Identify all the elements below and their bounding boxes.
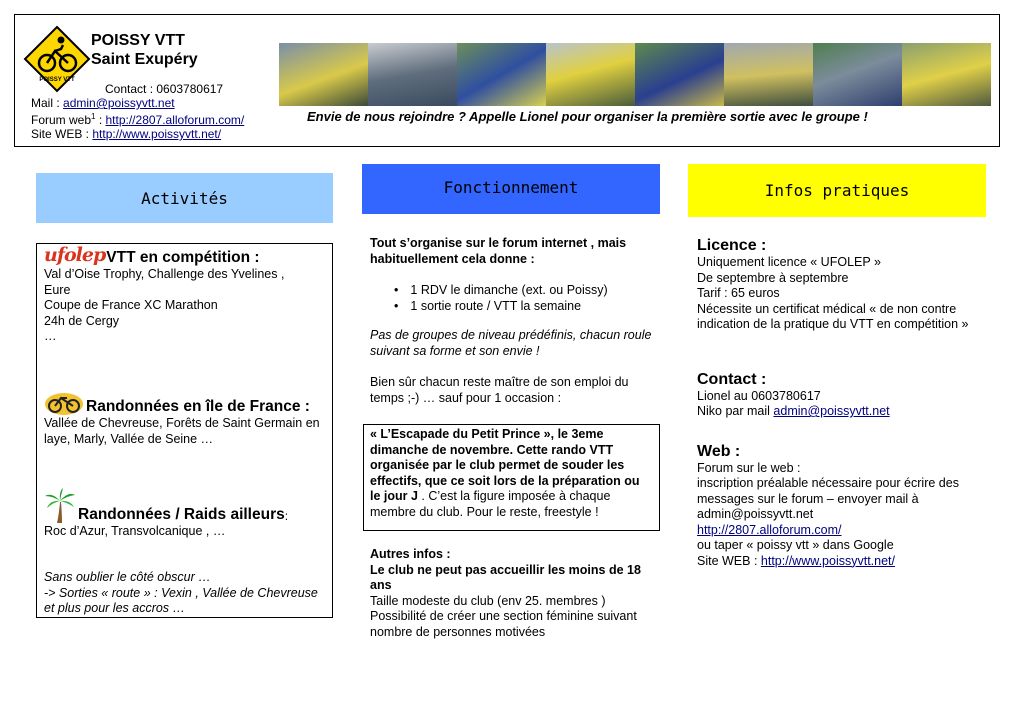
photo-4 <box>546 43 635 106</box>
autres-title: Autres infos : <box>370 547 451 561</box>
contact-mail-link[interactable]: admin@poissyvtt.net <box>773 404 890 418</box>
rando-france-text: Vallée de Chevreuse, Forêts de Saint Germain en laye, Marly, Vallée de Seine … <box>44 416 320 446</box>
club-logo <box>23 25 91 93</box>
photo-3 <box>457 43 546 106</box>
autres-age: Le club ne peut pas accueillir les moins de 18 ans <box>370 562 641 592</box>
competition-line: Val d’Oise Trophy, Challenge des Yvelines , <box>44 267 285 281</box>
mail-link[interactable]: admin@poissyvtt.net <box>63 96 175 110</box>
web-google: ou taper « poissy vtt » dans Google <box>697 538 894 552</box>
activites-heading: Activités <box>36 173 333 223</box>
fonctionnement-heading: Fonctionnement <box>362 164 660 214</box>
competition-line: … <box>44 329 57 343</box>
contact-title: Contact : <box>697 370 767 388</box>
web-title: Web : <box>697 442 741 460</box>
escapade-text: . C’est la figure imposée à chaque membre du club. Pour le reste, freestyle ! <box>370 489 611 519</box>
rando-ailleurs-text: Roc d’Azur, Transvolcanique , … <box>44 524 226 538</box>
competition-line: Coupe de France XC Marathon <box>44 298 218 312</box>
maitre-text: Bien sûr chacun reste maître de son emploi du temps ;-) … sauf pour 1 occasion : <box>370 375 629 405</box>
site-label: Site WEB : <box>31 127 93 141</box>
licence-line: Nécessite un certificat médical « de non contre indication de la pratique du VTT en compétition » <box>697 301 969 331</box>
header-box <box>14 14 1000 147</box>
rando-france-title: Randonnées en île de France : <box>86 398 310 415</box>
forum-sep: : <box>95 113 106 127</box>
escapade-bold-text: « L’Escapade du Petit Prince », le 3eme dimanche de novembre. Cette rando VTT organisée par le club permet de souder les effectifs, que ce soit lors de la préparation ou le jour J <box>370 427 640 503</box>
obscur-line2: -> Sorties « route » : Vexin , Vallée de Chevreuse et plus pour les accros … <box>44 585 318 615</box>
rando-france-section <box>44 390 326 447</box>
palm-tree-icon <box>44 488 76 524</box>
logo-text: POISSY VTT <box>39 77 75 83</box>
competition-line: Eure <box>44 282 71 297</box>
autres-infos <box>370 547 660 640</box>
photo-6 <box>724 43 813 106</box>
photo-strip <box>279 43 991 106</box>
site-link[interactable]: http://www.poissyvtt.net/ <box>92 127 222 141</box>
photo-8 <box>902 43 991 106</box>
licence-title: Licence : <box>697 237 767 254</box>
licence-line: Tarif : 65 euros <box>697 286 780 300</box>
escapade-box <box>363 424 660 531</box>
web-inscription: inscription préalable nécessaire pour écrire des messages sur le forum – envoyer mail à admin@poissyvtt.net <box>697 476 959 521</box>
fonctionnement-column <box>370 236 660 406</box>
rdv-item: • 1 sortie route / VTT la semaine <box>394 299 660 315</box>
web-forum: Forum sur le web : <box>697 460 801 475</box>
rando-ailleurs-colon: : <box>284 508 289 523</box>
obscur-section <box>44 570 326 617</box>
club-name <box>91 31 198 69</box>
photo-5 <box>635 43 724 106</box>
rando-ailleurs-title: Randonnées / Raids ailleurs <box>78 506 285 523</box>
web-site-label: Site WEB : <box>697 553 761 568</box>
forum-link[interactable]: http://2807.alloforum.com/ <box>105 113 245 127</box>
obscur-line1: Sans oublier le côté obscur … <box>44 570 211 584</box>
competition-line: 24h de Cergy <box>44 313 120 328</box>
rdv-list <box>394 283 660 314</box>
club-name-line2: Saint Exupéry <box>91 51 198 68</box>
mail-label: Mail : <box>31 96 64 110</box>
groupes-text: Pas de groupes de niveau prédéfinis, chacun roule suivant sa forme et son envie ! <box>370 328 652 358</box>
photo-2 <box>368 43 457 106</box>
photo-7 <box>813 43 902 106</box>
competition-section <box>44 246 326 345</box>
forum-footnote: 1 <box>91 112 96 121</box>
fonctionnement-intro: Tout s’organise sur le forum internet , mais habituellement cela donne : <box>370 236 627 266</box>
contact-line1: Lionel au 0603780617 <box>697 388 821 403</box>
licence-line: Uniquement licence « UFOLEP » <box>697 255 881 269</box>
web-site-link[interactable]: http://www.poissyvtt.net/ <box>760 553 895 568</box>
header-links <box>31 96 244 141</box>
club-name-line1: POISSY VTT <box>91 32 185 49</box>
header-contact: Contact : 0603780617 <box>105 82 224 96</box>
contact-line2-prefix: Niko par mail <box>697 404 774 418</box>
autres-section: Possibilité de créer une section féminine suivant nombre de personnes motivées <box>370 609 637 639</box>
rdv-item: • 1 RDV le dimanche (ext. ou Poissy) <box>394 283 660 299</box>
activites-box <box>36 243 333 618</box>
competition-title: VTT en compétition : <box>106 249 260 266</box>
autres-taille: Taille modeste du club (env 25. membres ) <box>370 593 606 608</box>
forum-label: Forum web <box>31 113 92 127</box>
slogan: Envie de nous rejoindre ? Appelle Lionel pour organiser la première sortie avec le groupe ! <box>307 109 868 124</box>
infos-pratiques-heading: Infos pratiques <box>688 164 986 217</box>
forum-web-link[interactable]: http://2807.alloforum.com/ <box>697 522 842 537</box>
bicycle-icon <box>44 390 84 416</box>
ufolep-logo: ufolep <box>44 244 106 266</box>
photo-1 <box>279 43 368 106</box>
infos-column <box>697 236 987 569</box>
rando-ailleurs-section <box>44 488 326 540</box>
licence-line: De septembre à septembre <box>697 270 849 285</box>
